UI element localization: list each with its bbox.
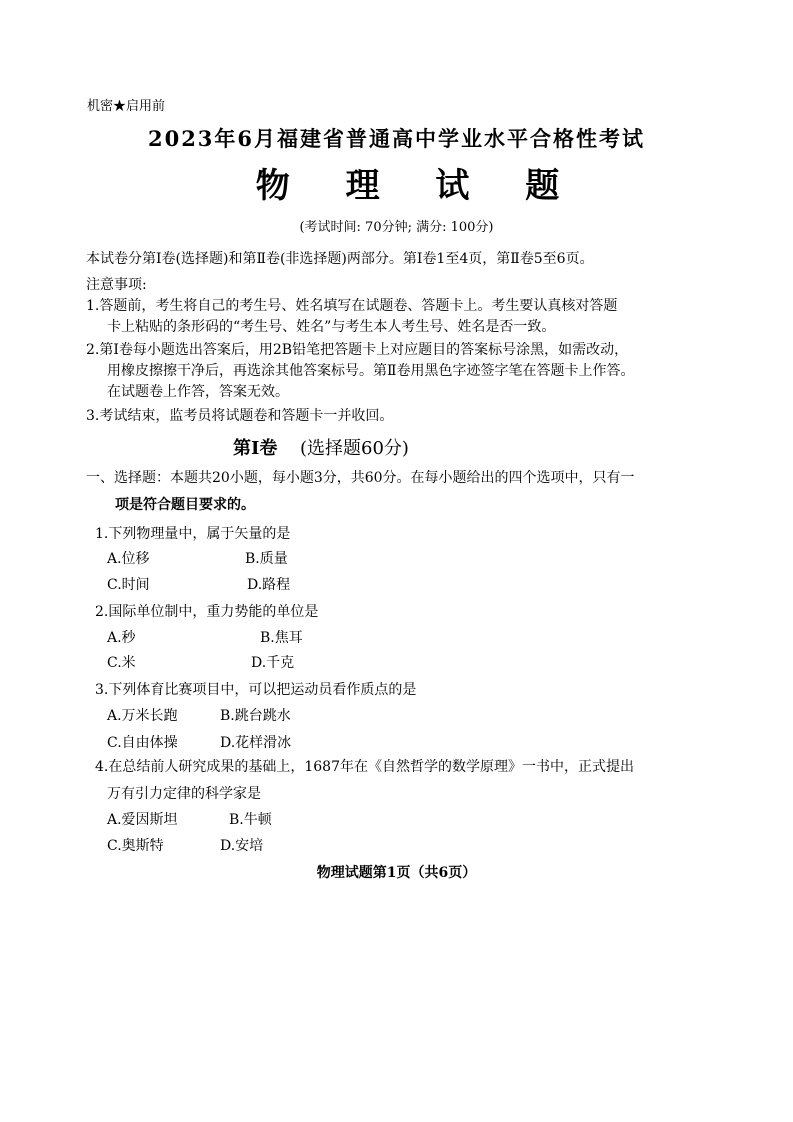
option-b: B.焦耳 (260, 630, 303, 646)
exam-title: 2023年6月福建省普通高中学业水平合格性考试 (147, 126, 646, 151)
option-a: A.爱因斯坦 (107, 812, 178, 828)
notice-item-cont: 用橡皮擦擦干净后，再选涂其他答案标号。第Ⅱ卷用黑色字迹签字笔在答题卡上作答。 (107, 363, 635, 379)
notice-item: 3.考试结束，监考员将试题卷和答题卡一并收回。 (86, 408, 394, 424)
option-b: B.质量 (245, 551, 288, 567)
option-c: C.奥斯特 (107, 838, 164, 854)
paper-note: 本试卷分第Ⅰ卷(选择题)和第Ⅱ卷(非选择题)两部分。第Ⅰ卷1至4页，第Ⅱ卷5至6页。 (86, 251, 594, 267)
section-instruction: 一、选择题：本题共20小题，每小题3分，共60分。在每小题给出的四个选项中，只有一 (86, 470, 635, 486)
option-b: B.牛顿 (229, 812, 272, 828)
option-c: C.时间 (107, 577, 150, 593)
option-c: C.自由体操 (107, 735, 178, 751)
volume-note: (选择题60分) (300, 438, 409, 459)
notice-item-cont: 卡上粘贴的条形码的“考生号、姓名”与考生本人考生号、姓名是否一致。 (107, 319, 556, 335)
option-d: D.花样滑冰 (220, 735, 292, 751)
option-c: C.米 (107, 655, 136, 671)
question-stem: 3.下列体育比赛项目中，可以把运动员看作质点的是 (95, 682, 417, 698)
notice-item: 2.第Ⅰ卷每小题选出答案后，用2B铅笔把答题卡上对应题目的答案标号涂黑，如需改动， (86, 342, 629, 358)
question-stem: 2.国际单位制中，重力势能的单位是 (95, 604, 319, 620)
option-d: D.安培 (220, 838, 264, 854)
question-stem-cont: 万有引力定律的科学家是 (107, 786, 261, 802)
notice-item: 1.答题前，考生将自己的考生号、姓名填写在试题卷、答题卡上。考生要认真核对答题 (86, 298, 618, 314)
question-stem: 4.在总结前人研究成果的基础上，1687年在《自然哲学的数学原理》一书中，正式提出 (95, 759, 634, 775)
page-footer: 物理试题第1页（共6页） (316, 865, 477, 881)
option-a: A.秒 (107, 630, 136, 646)
notice-item-cont: 在试题卷上作答，答案无效。 (107, 384, 289, 400)
option-d: D.路程 (247, 577, 291, 593)
confidential-label: 机密★启用前 (87, 99, 166, 114)
volume-label: 第Ⅰ卷 (233, 438, 278, 459)
notice-heading: 注意事项: (86, 277, 147, 293)
exam-info: (考试时间: 70分钟; 满分: 100分) (299, 220, 494, 235)
subject-title: 物 理 试 题 (255, 166, 582, 206)
option-d: D.千克 (251, 655, 295, 671)
option-a: A.万米长跑 (107, 708, 178, 724)
option-b: B.跳台跳水 (220, 708, 291, 724)
section-instruction-cont: 项是符合题目要求的。 (115, 497, 255, 513)
option-a: A.位移 (107, 551, 150, 567)
question-stem: 1.下列物理量中，属于矢量的是 (95, 526, 291, 542)
